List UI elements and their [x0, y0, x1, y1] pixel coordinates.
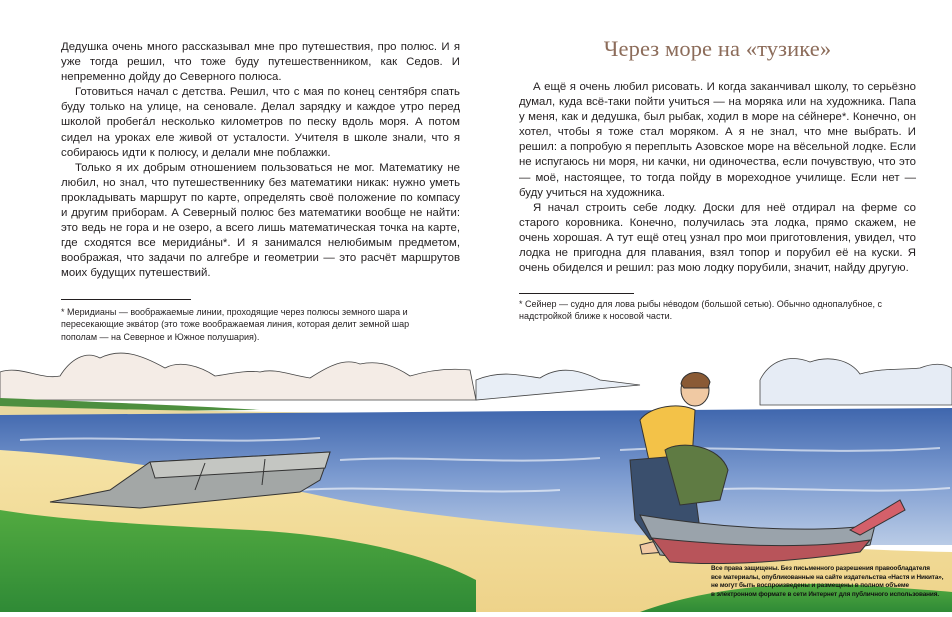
footnote-divider	[61, 299, 191, 300]
left-footnote: * Меридианы — воображаемые линии, проходящие через полюсы земного шара и пересекающие эквáтор (это тоже воображаемая линия, которая делит земной шар пополам — на Северное и Южное полушария).	[61, 307, 410, 342]
paragraph: Дедушка очень много рассказывал мне про путешествия, про полюс. И я уже тогда решил, что тоже буду путешественником, как Седов. И непременно дойду до Северного полюса.	[61, 41, 460, 84]
footnote-divider	[519, 293, 634, 294]
left-page-body	[61, 40, 460, 282]
paragraph: Я начал строить себе лодку. Доски для неё отдирал на ферме со старого коровника. Конечно, получилась эта лодка, прямо скажем, не очень хорошая. А тут ещё отец узнал про мои приготовления, увидел, что лодка не пригодна для плавания, взял топор и порубил её на куски. Я очень обиделся и решил: раз мою лодку порубили, значит, найду другую.	[519, 201, 916, 275]
copyright-line: Все права защищены. Без письменного разрешения правообладателя	[711, 565, 930, 572]
paragraph: Только я их добрым отношением пользоваться не мог. Математику не любил, но знал, что путешественнику без математики никак: нужно уметь прокладывать маршрут по карте, определять своё положение по компасу и другим приборам. А Северный полюс без математики вообще не найти: это ведь не гора и не озеро, а всего лишь математическая точка на карте, где сходятся все меридиáны*. И я занимался нелюбимым предметом, воображая, что задачи по алгебре и геометрии — это расчёт маршрутов моих будущих путешествий.	[61, 161, 460, 280]
copyright-line: все материалы, опубликованные на сайте издательства «Настя и Никита»,	[711, 573, 944, 581]
paragraph: А ещё я очень любил рисовать. И когда заканчивал школу, то серьёзно думал, куда всё-таки пойти учиться — на моряка или на художника. Папа у меня, как и дедушка, был рыбак, ходил в море на сéйнере*. Конечно, он хотел, чтобы я тоже стал моряком. А я не знал, что мне выбрать. И решил: а попробую я переплыть Азовское море на вёсельной лодке. Если не испугаюсь ни моря, ни качки, ни одиночества, если почувствую, что это — моё, настоящее, то тогда пойду в мореходное училище. Если нет — буду учиться на художника.	[519, 81, 916, 199]
paragraph: Готовиться начал с детства. Решил, что с мая по конец сентября спать буду только на улице, на сеновале. Делал зарядку и каждое утро перед школой пробегáл несколько километров по песку вдоль моря. А потом сидел на уроках еле живой от усталости. Учителя в школе знали, что я собираюсь идти к полюсу, и делали мне поблажки.	[61, 86, 460, 159]
chapter-title: Через море на «тузике»	[603, 36, 832, 61]
right-page-body	[519, 80, 916, 276]
copyright-line: в электронном формате в сети Интернет для публичного использования.	[711, 590, 940, 598]
right-footnote: * Сейнер — судно для лова рыбы нéводом (большой сетью). Обычно однопалубное, с надстройкой ближе к носовой части.	[519, 299, 882, 322]
copyright-line: не могут быть воспроизведены и размещены в полном объеме	[711, 582, 909, 590]
clouds	[0, 353, 952, 405]
copyright-notice	[711, 565, 951, 599]
